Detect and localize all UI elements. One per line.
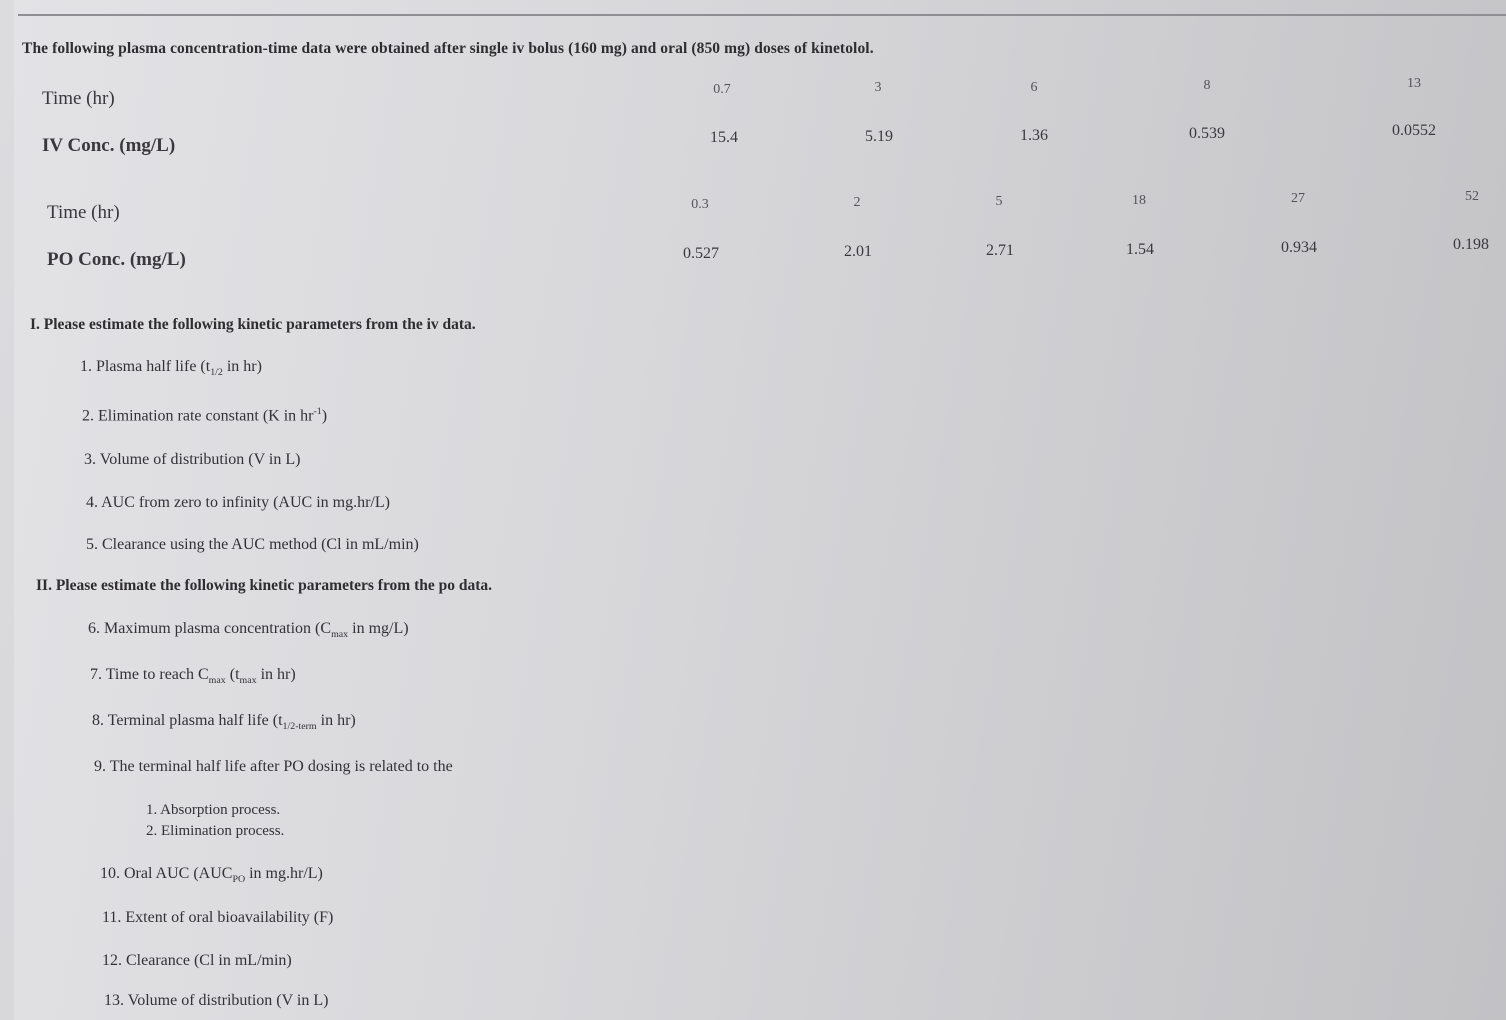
iv-time-cell: 0.7 xyxy=(713,82,731,97)
iv-time-cell: 8 xyxy=(1203,78,1211,93)
po-conc-cell: 2.01 xyxy=(844,243,872,260)
question-11: 11. Extent of oral bioavailability (F) xyxy=(102,909,334,926)
iv-conc-cell: 15.4 xyxy=(710,129,738,146)
iv-conc-cell: 1.36 xyxy=(1020,127,1048,144)
question-2: 2. Elimination rate constant (K in $hr^{-1}$) xyxy=(82,406,328,425)
question-1: 1. Plasma half life ($t_{1/2}$ in hr) xyxy=(80,358,262,379)
question-3: 3. Volume of distribution (V in L) xyxy=(84,451,301,468)
question-5: 5. Clearance using the AUC method (Cl in mL/min) xyxy=(86,536,419,553)
po-conc-cell: 0.934 xyxy=(1281,239,1317,256)
po-conc-cell: 0.198 xyxy=(1453,236,1489,253)
iv-conc-cell: 0.0552 xyxy=(1392,122,1436,139)
po-conc-label: PO Conc. (mg/L) xyxy=(47,249,186,270)
iv-time-cell: 13 xyxy=(1407,76,1421,91)
section-1-heading: I. Please estimate the following kinetic parameters from the iv data. xyxy=(30,316,476,333)
question-8: 8. Terminal plasma half life ($t_{1/2-term}$ in hr) xyxy=(92,712,356,733)
question-9: 9. The terminal half life after PO dosing is related to the xyxy=(94,758,453,775)
iv-conc-label: IV Conc. (mg/L) xyxy=(42,135,176,156)
po-time-cell: 5 xyxy=(995,194,1003,209)
po-conc-cell: 1.54 xyxy=(1126,241,1154,258)
section-2-heading: II. Please estimate the following kinetic parameters from the po data. xyxy=(36,577,493,594)
question-4: 4. AUC from zero to infinity (AUC in mg.hr/L) xyxy=(86,494,390,511)
top-rule xyxy=(18,14,1506,16)
po-time-cell: 18 xyxy=(1132,193,1146,208)
question-13: 13. Volume of distribution (V in L) xyxy=(104,992,329,1009)
po-conc-cell: 2.71 xyxy=(986,242,1014,259)
intro-text: The following plasma concentration-time data were obtained after single iv bolus (160 mg) and oral (850 mg) doses of kinetolol. xyxy=(22,40,874,57)
po-conc-cell: 0.527 xyxy=(683,245,719,262)
question-9-option-1: 1. Absorption process. xyxy=(146,802,281,818)
question-10: 10. Oral AUC ($AUC_{PO}$ in mg.hr/L) xyxy=(100,865,323,886)
question-9-option-2: 2. Elimination process. xyxy=(146,823,285,839)
question-6: 6. Maximum plasma concentration ($C_{max}$ in mg/L) xyxy=(88,620,409,641)
iv-conc-cell: 5.19 xyxy=(865,128,893,145)
iv-time-cell: 6 xyxy=(1030,80,1038,95)
iv-time-cell: 3 xyxy=(874,80,882,95)
po-time-cell: 27 xyxy=(1291,191,1305,206)
question-7: 7. Time to reach $C_{max}$ ($t_{max}$ in hr) xyxy=(90,666,296,687)
po-time-cell: 2 xyxy=(853,195,861,210)
po-time-cell: 0.3 xyxy=(691,197,709,212)
iv-conc-cell: 0.539 xyxy=(1189,125,1225,142)
question-12: 12. Clearance (Cl in mL/min) xyxy=(102,952,292,969)
po-time-label: Time (hr) xyxy=(47,202,120,223)
iv-time-label: Time (hr) xyxy=(42,88,115,109)
po-time-cell: 52 xyxy=(1465,189,1479,204)
